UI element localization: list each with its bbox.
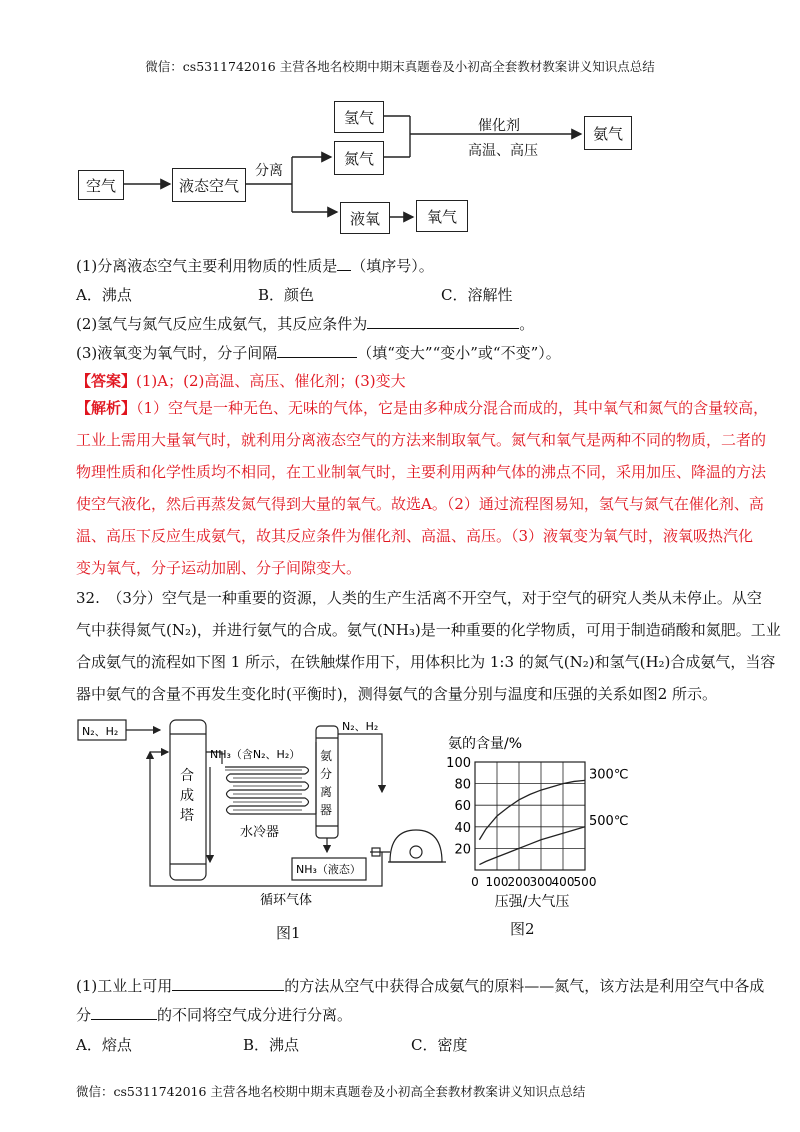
q31-analysis bbox=[76, 392, 769, 584]
x-axis-label: 压强/大气压 bbox=[494, 894, 570, 910]
cooler-coil bbox=[225, 767, 310, 814]
q31-blank-2 bbox=[367, 314, 519, 329]
ammonia-box: 氨气 bbox=[584, 116, 632, 150]
y-tick-label: 40 bbox=[454, 820, 471, 836]
flow-arrows bbox=[0, 0, 800, 250]
series-line-2 bbox=[479, 827, 585, 865]
oxygen-box: 氧气 bbox=[416, 200, 468, 232]
analysis-line-3: 物理性质和化学性质均不相同，在工业制氧气时，主要利用两种气体的沸点不同，采用加压、降温的方法 bbox=[76, 463, 767, 481]
air-box: 空气 bbox=[78, 170, 124, 200]
catalyst-label: 催化剂 bbox=[478, 118, 520, 134]
x-tick-label: 0 bbox=[471, 875, 479, 889]
plot-frame bbox=[475, 762, 585, 870]
y-tick-label: 60 bbox=[454, 799, 471, 815]
chart-title: 氨的含量/% bbox=[448, 736, 523, 752]
q32-option-c: C．密度 bbox=[411, 1036, 468, 1054]
q32-option-a: A．熔点 bbox=[76, 1036, 132, 1054]
analysis-line-2: 工业上需用大量氧气时，就利用分离液态空气的方法来制取氧气。氮气和氧气是两种不同的物质，二者的 bbox=[76, 431, 767, 449]
y-tick-label: 80 bbox=[454, 777, 471, 793]
tower-char-1: 合 bbox=[180, 768, 194, 784]
nh3-mix-label: NH₃（含N₂、H₂） bbox=[210, 748, 301, 761]
separator-char-3: 离 bbox=[320, 785, 333, 799]
cooler-label: 水冷器 bbox=[240, 825, 280, 840]
q31-option-b: B．颜色 bbox=[258, 286, 315, 304]
q32-intro-line-3: 合成氨气的流程如下图 1 所示，在铁触煤作用下，用体积比为 1:3 的氮气(N₂)和氢气(H₂)合成氨气，当容 bbox=[76, 653, 776, 671]
figure-2-chart bbox=[440, 720, 640, 920]
x-tick-label: 300 bbox=[529, 875, 553, 889]
hydrogen-box: 氢气 bbox=[334, 101, 384, 133]
q32-blank-1 bbox=[172, 976, 284, 991]
cycle-gas-label: 循环气体 bbox=[260, 893, 313, 908]
q31-part2: (2)氢气与氮气反应生成氨气，其反应条件为 。 bbox=[76, 315, 535, 333]
tower-char-3: 塔 bbox=[180, 808, 194, 824]
separator-char-1: 氨 bbox=[320, 749, 333, 763]
tower-char-2: 成 bbox=[180, 788, 194, 804]
q31-answer: 【答案】(1)A；(2)高温、高压、催化剂；(3)变大 bbox=[76, 372, 406, 390]
x-tick-label: 400 bbox=[551, 875, 575, 889]
separate-label: 分离 bbox=[255, 163, 283, 179]
y-tick-label: 100 bbox=[446, 756, 471, 771]
q32-part1-line2: 分 的不同将空气成分进行分离。 bbox=[76, 1006, 353, 1024]
ammonia-separator bbox=[316, 726, 338, 838]
y-tick-label: 20 bbox=[454, 842, 471, 858]
condition-label: 高温、高压 bbox=[468, 143, 538, 159]
x-tick-label: 500 bbox=[573, 875, 597, 889]
x-tick-label: 100 bbox=[485, 875, 509, 889]
figure-1-caption: 图1 bbox=[276, 924, 301, 942]
x-tick-label: 200 bbox=[507, 875, 531, 889]
figure-2-caption: 图2 bbox=[510, 920, 535, 938]
separator-char-2: 分 bbox=[320, 767, 333, 781]
q32-intro-line-4: 器中氨气的含量不再发生变化时(平衡时)，测得氨气的含量分别与温度和压强的关系如图2 所示。 bbox=[76, 685, 718, 703]
liquid-oxygen-box: 液氧 bbox=[340, 202, 390, 234]
q32-option-b: B．沸点 bbox=[243, 1036, 300, 1054]
q31-part1: (1)分离液态空气主要利用物质的性质是 （填序号）。 bbox=[76, 257, 434, 275]
q31-option-c: C．溶解性 bbox=[441, 286, 513, 304]
separator-char-4: 器 bbox=[320, 803, 333, 817]
series-label-1: 300℃ bbox=[589, 767, 629, 783]
q32-intro-line-1: 32. （3分）空气是一种重要的资源，人类的生产生活离不开空气，对于空气的研究人类从未停止。从空 bbox=[76, 589, 762, 607]
analysis-line-4: 使空气液化，然后再蒸发氮气得到大量的氧气。故选A。（2）通过流程图易知，氢气与氮气在催化剂、高 bbox=[76, 495, 764, 513]
input-gas-label: N₂、H₂ bbox=[82, 725, 119, 738]
series-label-2: 500℃ bbox=[589, 813, 629, 829]
q31-option-a: A．沸点 bbox=[76, 286, 132, 304]
page-header: 微信：cs5311742016 主营各地名校期中期末真题卷及小初高全套教材教案讲义知识点总结 bbox=[145, 59, 655, 74]
recycle-top-label: N₂、H₂ bbox=[342, 720, 379, 733]
q32-intro-line-2: 气中获得氮气(N₂)，并进行氨气的合成。氨气(NH₃)是一种重要的化学物质，可用于制造硝酸和氮肥。工业 bbox=[76, 621, 781, 639]
q32-intro bbox=[76, 582, 781, 710]
q31-blank-1 bbox=[337, 256, 351, 271]
q32-part1-line1: (1)工业上可用 的方法从空气中获得合成氨气的原料——氮气，该方法是利用空气中各成 bbox=[76, 977, 765, 995]
nitrogen-box: 氮气 bbox=[334, 141, 384, 175]
page-footer: 微信：cs5311742016 主营各地名校期中期末真题卷及小初高全套教材教案讲义知识点总结 bbox=[76, 1084, 586, 1099]
liquid-ammonia-label: NH₃（液态） bbox=[296, 863, 361, 876]
figure-1-process bbox=[70, 712, 450, 942]
liquid-air-box: 液态空气 bbox=[172, 168, 246, 202]
q32-blank-2 bbox=[91, 1005, 157, 1020]
analysis-line-1: 【解析】（1）空气是一种无色、无味的气体，它是由多种成分混合而成的，其中氧气和氮气的含量较高， bbox=[76, 399, 769, 417]
analysis-line-5: 温、高压下反应生成氨气，故其反应条件为催化剂、高温、高压。（3）液氧变为氧气时，液氧吸热汽化 bbox=[76, 527, 754, 545]
q31-blank-3 bbox=[277, 343, 357, 358]
q31-part3: (3)液氧变为氧气时，分子间隔 （填“变大”“变小”或“不变”）。 bbox=[76, 344, 561, 362]
analysis-line-6: 变为氧气，分子运动加剧、分子间隙变大。 bbox=[76, 559, 362, 577]
